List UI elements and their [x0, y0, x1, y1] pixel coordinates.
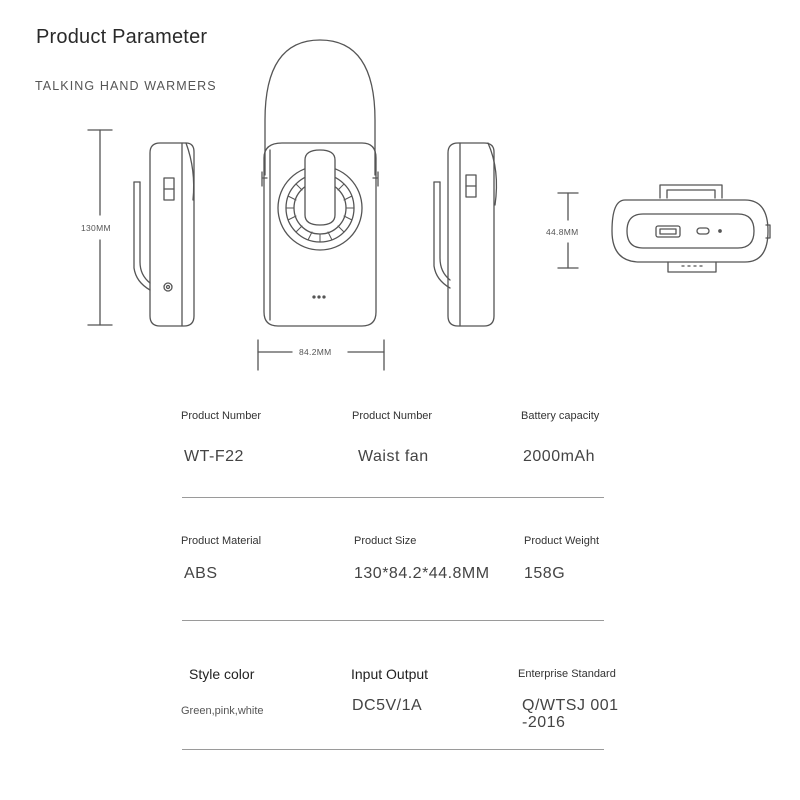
height-dimension-label: 130MM	[81, 223, 111, 233]
spec-label-product-size: Product Size	[354, 535, 417, 547]
divider-row-1	[182, 497, 604, 498]
spec-label-battery-capacity: Battery capacity	[521, 410, 600, 422]
depth-dimension-label: 44.8MM	[546, 227, 579, 237]
spec-value-enterprise-standard: Q/WTSJ 001 -2016	[522, 697, 619, 731]
spec-label-product-material: Product Material	[181, 535, 262, 547]
spec-label-product-weight: Product Weight	[524, 535, 600, 547]
spec-value-product-weight: 158G	[524, 565, 566, 582]
spec-label-enterprise-standard: Enterprise Standard	[518, 668, 616, 680]
spec-value-product-type: Waist fan	[358, 448, 429, 465]
side-view-right	[434, 143, 496, 326]
spec-value-product-number: WT-F22	[184, 448, 244, 465]
spec-value-battery-capacity: 2000mAh	[523, 448, 595, 465]
side-view-left	[134, 143, 194, 326]
spec-value-product-size: 130*84.2*44.8MM	[354, 565, 490, 582]
spec-label-style-color: Style color	[189, 666, 255, 682]
page-subtitle: TALKING HAND WARMERS	[35, 79, 217, 93]
front-view	[262, 40, 378, 326]
divider-row-3	[182, 749, 604, 750]
width-dimension-label: 84.2MM	[299, 347, 332, 357]
spec-value-style-color: Green,pink,white	[181, 705, 264, 717]
spec-label-product-number: Product Number	[181, 410, 262, 422]
bottom-view	[612, 185, 770, 272]
spec-label-input-output: Input Output	[351, 666, 429, 682]
divider-row-2	[182, 620, 604, 621]
page-title: Product Parameter	[36, 26, 208, 48]
spec-label-product-type: Product Number	[352, 410, 433, 422]
spec-value-input-output: DC5V/1A	[352, 697, 423, 714]
spec-value-product-material: ABS	[184, 565, 218, 582]
